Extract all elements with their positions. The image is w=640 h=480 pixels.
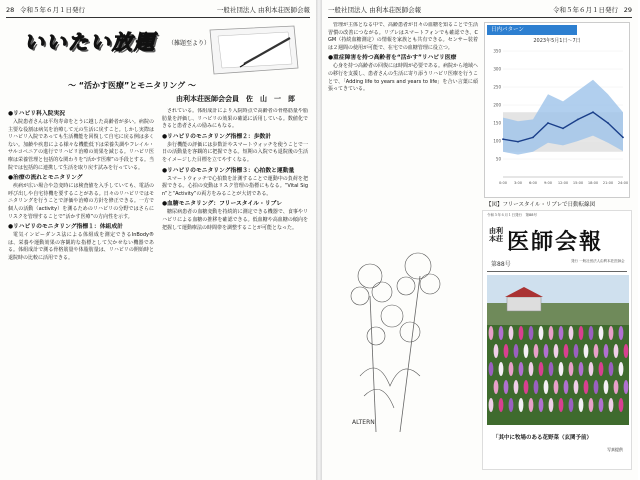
lupine-flower — [499, 398, 504, 412]
left-column-2 — [162, 108, 308, 474]
section-body: 心身を持つ高齢者の回復には時間が必要である。病院から地域への移行を支援し、患者さんの生活に寄り添うリハビリ医療を行うことで、「Adding life to years and years to life」を合い言葉に頑張ってきている。 — [328, 63, 478, 93]
lupine-flower — [624, 380, 629, 394]
lupine-flower — [599, 362, 604, 376]
lupine-flower — [584, 380, 589, 394]
right-page — [322, 0, 638, 480]
newspaper-top-line: 令和５年６月１日発行 第88号 — [487, 213, 537, 217]
lupine-flower — [589, 362, 594, 376]
lupine-flower — [494, 344, 499, 358]
right-column-1 — [328, 22, 478, 222]
lupine-flower — [529, 398, 534, 412]
lupine-flower — [519, 362, 524, 376]
lupine-flower — [489, 362, 494, 376]
median-point — [502, 138, 504, 140]
lupine-flower — [514, 344, 519, 358]
median-point — [532, 137, 534, 139]
lupine-flower — [614, 344, 619, 358]
left-header-page: 28 — [6, 6, 15, 14]
flower-label: ALTERN — [352, 419, 375, 426]
median-point — [577, 119, 579, 121]
lupine-flower — [599, 326, 604, 340]
lupine-flower — [614, 380, 619, 394]
lupine-flower — [549, 326, 554, 340]
lupine-flower — [539, 362, 544, 376]
glucose-chart — [484, 22, 630, 198]
newspaper-masthead: 医師会報 — [507, 229, 604, 255]
flower-illustration — [330, 236, 476, 436]
lupine-flower — [524, 344, 529, 358]
y-tick-label: 100 — [493, 138, 501, 144]
lupine-flower — [489, 326, 494, 340]
article-subtitle: ～ “活かす医療”とモニタリング ～ — [68, 81, 196, 90]
article-title-tag: （雑題至より） — [168, 40, 211, 47]
y-tick-label: 250 — [493, 84, 501, 90]
lupine-flower — [624, 344, 629, 358]
y-tick-label: 150 — [493, 120, 501, 126]
x-tick-label: 6:00 — [528, 181, 538, 185]
lupine-flower — [569, 362, 574, 376]
lupine-flower — [509, 326, 514, 340]
section-body: されている。体組成計により入院時点で高齢者の骨格筋量や脂肪量を評価し、リハビリの効果の確認に活用している。数値化できると患者さんの励みにもなる。 — [162, 108, 308, 130]
section-body: 歩行機能の評価には歩数計やスマートウォッチを使うことで一日の活動量を客観的に把握できる。短期の入院でも退院後の生活をイメージした目標を立てやすくなる。 — [162, 141, 308, 163]
y-tick-label: 50 — [495, 156, 501, 162]
lupine-flower — [539, 398, 544, 412]
section-heading: ●血糖モニタリング：フリースタイル・リブレ — [162, 201, 283, 208]
median-point — [592, 111, 594, 113]
lupine-flower — [519, 326, 524, 340]
lupine-flower — [609, 362, 614, 376]
lupine-flower — [494, 380, 499, 394]
lupine-flower — [619, 362, 624, 376]
section-heading: ●リハビリのモニタリング指標２：歩数計 — [162, 133, 272, 140]
x-tick-label: 0:00 — [498, 181, 508, 185]
lupine-flower — [564, 344, 569, 358]
lupine-flower — [504, 380, 509, 394]
chart-title: 2023年5月1日～7日 — [533, 38, 581, 44]
right-header — [328, 4, 632, 16]
newspaper-info: 発行 一般社団法人由利本荘医師会 — [571, 259, 625, 263]
x-tick-label: 3:00 — [513, 181, 523, 185]
lupine-flower — [534, 344, 539, 358]
lupine-flower — [509, 362, 514, 376]
section-heading: ●治療の流れとモニタリング — [8, 175, 83, 182]
x-tick-label: 21:00 — [602, 181, 614, 185]
right-header-page: 29 — [623, 6, 632, 14]
lupine-flower — [504, 344, 509, 358]
lupine-flower — [609, 398, 614, 412]
lupine-flower — [569, 326, 574, 340]
lupine-flower — [609, 326, 614, 340]
lupine-flower — [619, 326, 624, 340]
right-header-rule — [328, 17, 632, 18]
lupine-flower — [514, 380, 519, 394]
article-title: いいたい放題 — [24, 30, 156, 54]
section-body: スマートウォッチで心拍数を計測することで運動中の負荷を把握できる。心拍の変動はリスク管理の指標にもなる。“Vital Sign”と“Activity”の両方をみることが大切である。 — [162, 175, 308, 197]
lupine-flower — [554, 380, 559, 394]
median-point — [517, 141, 519, 143]
median-point — [547, 122, 549, 124]
lupine-flower — [619, 398, 624, 412]
lupine-flower — [589, 326, 594, 340]
newspaper-rule — [487, 271, 627, 272]
median-point — [562, 128, 564, 130]
newspaper-photo-credit: 写真提供 — [607, 447, 623, 452]
x-tick-label: 24:00 — [617, 181, 629, 185]
lupine-flower — [549, 398, 554, 412]
lupine-flower — [499, 326, 504, 340]
newspaper-photo-caption: 「其中に牧場のある花野菜（玄関予前） — [493, 435, 593, 441]
lupine-flower — [529, 362, 534, 376]
lupine-field-photo — [487, 275, 629, 425]
lupine-flower — [569, 398, 574, 412]
lupine-flower — [559, 362, 564, 376]
left-page — [0, 0, 316, 480]
x-tick-label: 9:00 — [543, 181, 553, 185]
section-heading: ●リハビリのモニタリング指標１：体組成計 — [8, 224, 123, 231]
x-tick-label: 18:00 — [587, 181, 599, 185]
x-tick-label: 12:00 — [557, 181, 569, 185]
paper-pen-illustration — [204, 24, 302, 76]
lupine-flower — [579, 398, 584, 412]
newspaper-cover — [482, 210, 632, 470]
lupine-flower — [604, 344, 609, 358]
lupine-flower — [594, 380, 599, 394]
median-point — [607, 122, 609, 124]
lupine-flower — [589, 398, 594, 412]
y-tick-label: 300 — [493, 66, 501, 72]
left-header-org: 一般社団法人 由利本荘医師会報 — [216, 6, 310, 14]
lupine-flower — [524, 380, 529, 394]
newspaper-issue: 第88号 — [491, 261, 511, 268]
chart-caption: 【図】フリースタイル・リブレで日動転線図 — [486, 202, 596, 208]
section-body: 糖尿病患者の血糖変動を持続的に測定できる機器で、食事やリハビリによる血糖の推移を確認できる。低血糖や高血糖の傾向を把握して運動療法の時間帯を調整することが可能となった。 — [162, 209, 308, 231]
right-header-date: 令和５年６月１日発行 — [553, 6, 618, 14]
section-body: 管理が主体となる中で、高齢患者が日々の血糖を知ることで生活習慣の改善につながる。リブレはスマートフォンでも確認でき、CGM（持続血糖測定）の情報を家族とも共有できる。センサー装着は２週間の使用が可能で、在宅での血糖管理に役立つ。 — [328, 22, 478, 51]
article-title-banner — [8, 24, 308, 103]
lupine-flower — [489, 398, 494, 412]
section-body: 入院患者さんは平均寿命をとうに越した高齢者が多い。病院の主要な役割は病気を治療して元の生活に戻すこと。しかし実際はリハビリ入院であっても生活機能を回復して自宅に戻る例は多くない。加齢や疾患による様々な機能低下は栄養失調やフレイル・サルコペニアの進行でリハビリ治療の効果を減じる。リハビリ医療は栄養管理と包括的な関わりを“活かす医療”の手段とする。当院では包括的に連携して生活を取り戻す試みを行っている。 — [8, 119, 154, 171]
lupine-flower — [574, 344, 579, 358]
section-body: 疾病が広い場合や急変時には検査値を入手していても、電話の呼び出しや自宅待機を要することがある。日々のリハビリではモニタリングを行うことで評価や治療の方針を修正できる。一方で個人の活動（activity）を測るためのリハビリの分野ではさらにリスクを管理することで“活かす医療”の方向性を示す。 — [8, 183, 154, 220]
left-header-rule — [6, 17, 310, 18]
median-point — [622, 137, 624, 139]
lupine-flower — [519, 398, 524, 412]
chart-tab: 日内パターン — [487, 25, 577, 35]
lupine-flower — [554, 344, 559, 358]
newspaper-publisher: 由利本荘 — [489, 227, 503, 243]
lupine-flower — [579, 362, 584, 376]
right-header-org: 一般社団法人 由利本荘医師会報 — [328, 6, 422, 14]
chart-plot — [485, 45, 629, 195]
lupine-flower — [574, 380, 579, 394]
lupine-flower — [599, 398, 604, 412]
lupine-flower — [579, 326, 584, 340]
lupine-flower — [509, 398, 514, 412]
article-byline: 由利本荘医師会会員 佐 山 一 郎 — [176, 95, 295, 103]
lupine-flower — [584, 344, 589, 358]
x-tick-label: 15:00 — [572, 181, 584, 185]
section-heading: ●リハビリのモニタリング指標３：心拍数と運動量 — [162, 167, 295, 174]
lupine-flower — [564, 380, 569, 394]
lupine-flower — [559, 398, 564, 412]
section-body: 電気インピーダンス法による体組成を測定できるInBody®は、栄養や運動効果の客観的な指標として欠かせない機器である。体組成計で測る骨格筋量や体脂肪量は、リハビリの開始時と退院時の比較に活用できる。 — [8, 232, 154, 261]
y-tick-label: 200 — [493, 102, 501, 108]
lupine-flower — [534, 380, 539, 394]
left-header-date: 令和５年６月１日発行 — [20, 6, 85, 14]
lupine-flower — [544, 344, 549, 358]
lupine-flower — [604, 380, 609, 394]
lupine-flower — [544, 380, 549, 394]
lupine-flower — [549, 362, 554, 376]
y-tick-label: 350 — [493, 48, 501, 54]
lupine-flower — [559, 326, 564, 340]
section-heading: ●重症障害を持つ高齢者を“活かす”リハビリ医療 — [328, 55, 457, 62]
left-column-1 — [8, 108, 154, 474]
lupine-flower — [529, 326, 534, 340]
lupine-flower — [594, 344, 599, 358]
lupine-flower — [499, 362, 504, 376]
left-header — [6, 4, 310, 16]
section-heading: ●リハビリ科入院実況 — [8, 111, 66, 117]
lupine-flower — [539, 326, 544, 340]
